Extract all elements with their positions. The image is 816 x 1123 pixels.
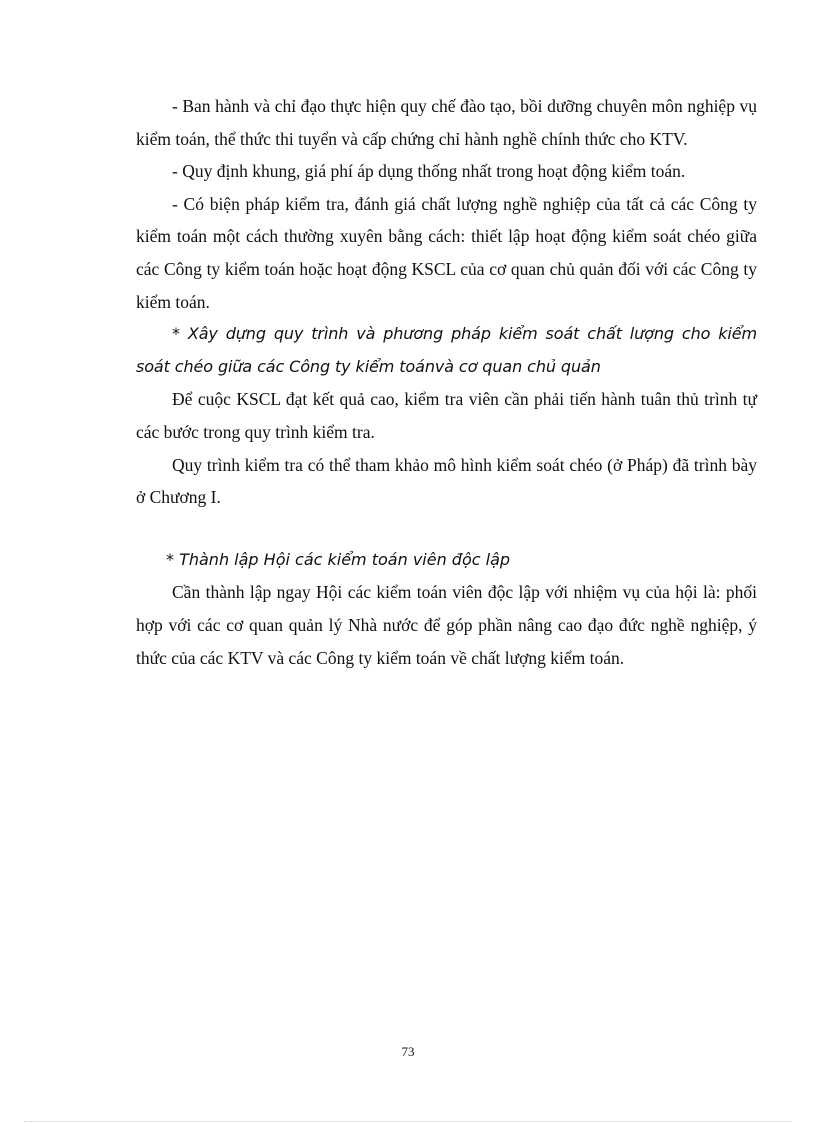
paragraph-quality-inspection: - Có biện pháp kiểm tra, đánh giá chất lượng nghề nghiệp của tất cả các Công ty kiểm toán một cách thường xuyên bằng cách: thiết lập hoạt động kiểm soát chéo giữa các Công ty kiểm toán hoặc hoạt động KSCL của cơ quan chủ quản đối với các Công ty kiểm toán. — [136, 193, 757, 312]
page-number: 73 — [401, 1044, 415, 1059]
section-heading-cross-control: * Xây dựng quy trình và phương pháp kiểm soát chất lượng cho kiểm soát chéo giữa các Công ty kiểm toánvà cơ quan chủ quản — [136, 324, 757, 376]
section-heading-auditor-association: * Thành lập Hội các kiểm toán viên độc lập — [166, 549, 511, 569]
paragraph-reference-model: Quy trình kiểm tra có thể tham khảo mô hình kiểm soát chéo (ở Pháp) đã trình bày ở Chương I. — [136, 454, 757, 508]
paragraph-association-duties: Cần thành lập ngay Hội các kiểm toán viên độc lập với nhiệm vụ của hội là: phối hợp với các cơ quan quản lý Nhà nước để góp phần nâng cao đạo đức nghề nghiệp, ý thức của các KTV và các Công ty kiểm toán về chất lượng kiểm toán. — [136, 582, 757, 668]
page-bottom-divider — [24, 1121, 792, 1122]
paragraph-training-regulation: - Ban hành và chỉ đạo thực hiện quy chế đào tạo, bồi dưỡng chuyên môn nghiệp vụ kiểm toán, thể thức thi tuyển và cấp chứng chỉ hành nghề chính thức cho KTV. — [136, 96, 757, 149]
paragraph-kscl-procedure: Để cuộc KSCL đạt kết quả cao, kiểm tra viên cần phải tiến hành tuân thủ trình tự các bước trong quy trình kiểm tra. — [136, 389, 757, 442]
paragraph-fee-framework: - Quy định khung, giá phí áp dụng thống nhất trong hoạt động kiểm toán. — [172, 161, 686, 182]
page-body — [136, 90, 757, 674]
